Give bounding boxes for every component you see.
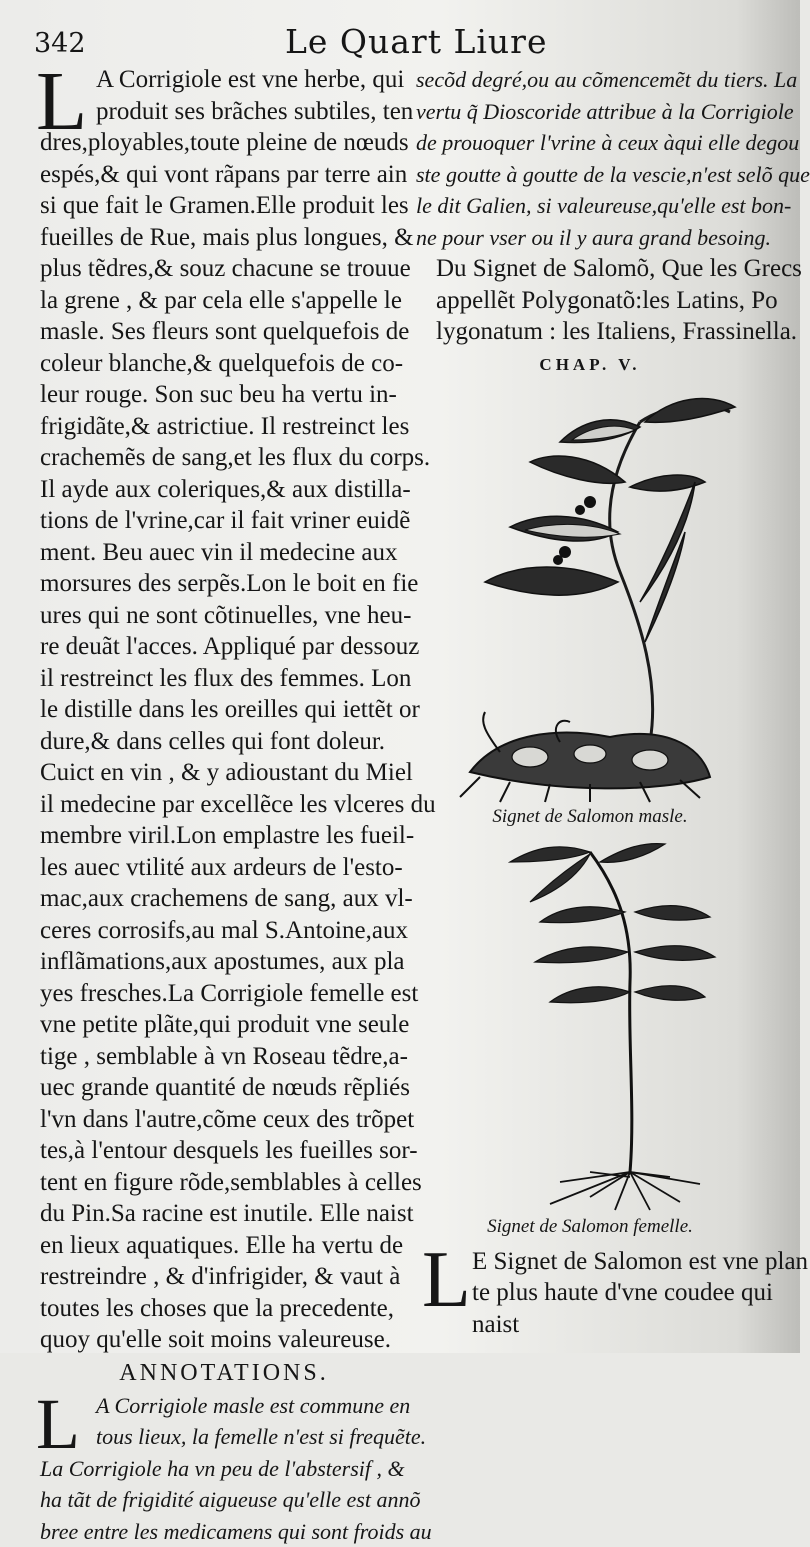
chapter-number: CHAP. V.: [416, 348, 764, 382]
text-line: appellẽt Polygonatõ:les Latins, Po: [416, 285, 764, 317]
text-line: plus tẽdres,& souz chacune se trouue: [40, 253, 408, 285]
text-line: ne pour vser ou il y aura grand besoing.: [416, 222, 764, 254]
text-line: lygonatum : les Italiens, Frassinella.: [416, 316, 764, 348]
text-line: de prouoquer l'vrine à ceux àqui elle degou: [416, 127, 764, 159]
text-line: Cuict en vin , & y adioustant du Miel: [40, 757, 408, 789]
text-line: fueilles de Rue, mais plus longues, &: [40, 222, 408, 254]
text-line: vne petite plãte,qui produit vne seule: [40, 1009, 408, 1041]
page-number: 342: [34, 28, 86, 59]
right-column: [416, 64, 764, 1340]
text-line: le dit Galien, si valeureuse,qu'elle est bon-: [416, 190, 764, 222]
text-line: ha tãt de frigidité aigueuse qu'elle est annõ: [40, 1484, 408, 1516]
text-line: dres,ployables,toute pleine de nœuds: [40, 127, 408, 159]
text-line: leur rouge. Son suc beu ha vertu in-: [40, 379, 408, 411]
text-line: bree entre les medicamens qui sont froids au: [40, 1516, 408, 1547]
text-line: frigidãte,& astrictiue. Il restreinct les: [40, 411, 408, 443]
text-line: tent en figure rõde,semblables à celles: [40, 1167, 408, 1199]
text-line: yes fresches.La Corrigiole femelle est: [40, 978, 408, 1010]
text-line: A Corrigiole est vne herbe, qui: [40, 64, 408, 96]
text-line: inflãmations,aux apostumes, aux pla: [40, 946, 408, 978]
caption-female: Signet de Salomon femelle.: [416, 1212, 764, 1242]
annotations-text: [40, 1390, 408, 1547]
text-line: naist: [416, 1309, 764, 1341]
text-line: La Corrigiole ha vn peu de l'abstersif , &: [40, 1453, 408, 1485]
text-line: Il ayde aux coleriques,& aux distilla-: [40, 474, 408, 506]
text-line: tions de l'vrine,car il fait vriner euidẽ: [40, 505, 408, 537]
final-drop-cap: L: [422, 1240, 471, 1320]
text-line: mac,aux crachemens de sang, aux vl-: [40, 883, 408, 915]
female-plant-illustration: [440, 832, 740, 1212]
text-line: toutes les choses que la precedente,: [40, 1293, 408, 1325]
text-line: crachemẽs de sang,et les flux du corps.: [40, 442, 408, 474]
text-line: l'vn dans l'autre,cõme ceux des trõpet: [40, 1104, 408, 1136]
male-plant-illustration: [440, 382, 740, 802]
text-line: produit ses brãches subtiles, ten: [40, 96, 408, 128]
drop-cap: L: [36, 60, 87, 144]
woodcut-female-plant: [440, 832, 740, 1212]
text-line: dure,& dans celles qui font doleur.: [40, 726, 408, 758]
text-line: la grene , & par cela elle s'appelle le: [40, 285, 408, 317]
final-text: [416, 1246, 764, 1341]
page-header: [0, 14, 800, 64]
text-line: ures qui ne sont cõtinuelles, vne heu-: [40, 600, 408, 632]
text-line: morsures des serpẽs.Lon le boit en fie: [40, 568, 408, 600]
annotation-drop-cap: L: [36, 1388, 80, 1460]
text-line: vertu q̃ Dioscoride attribue à la Corrigiole: [416, 96, 764, 128]
text-line: si que fait le Gramen.Elle produit les: [40, 190, 408, 222]
left-column: [40, 64, 408, 1547]
text-line: ceres corrosifs,au mal S.Antoine,aux: [40, 915, 408, 947]
text-line: le distille dans les oreilles qui iettẽt or: [40, 694, 408, 726]
text-line: quoy qu'elle soit moins valeureuse.: [40, 1324, 408, 1356]
text-line: Du Signet de Salomõ, Que les Grecs: [416, 253, 764, 285]
running-head: Le Quart Liure: [285, 22, 547, 61]
text-line: tes,à l'entour desquels les fueilles sor-: [40, 1135, 408, 1167]
text-line: ste goutte à goutte de la vescie,n'est selõ que: [416, 159, 764, 191]
text-line: A Corrigiole masle est commune en: [40, 1390, 408, 1422]
text-line: masle. Ses fleurs sont quelquefois de: [40, 316, 408, 348]
text-line: coleur blanche,& quelquefois de co-: [40, 348, 408, 380]
annotation-continuation: [416, 64, 764, 253]
text-line: membre viril.Lon emplastre les fueil-: [40, 820, 408, 852]
text-line: espés,& qui vont rãpans par terre ain: [40, 159, 408, 191]
text-line: ment. Beu auec vin il medecine aux: [40, 537, 408, 569]
text-line: les auec vtilité aux ardeurs de l'esto-: [40, 852, 408, 884]
woodcut-male-plant: [440, 382, 740, 802]
caption-male: Signet de Salomon masle.: [416, 802, 764, 832]
text-line: E Signet de Salomon est vne plan: [416, 1246, 764, 1278]
main-text: [40, 64, 408, 1356]
text-line: tige , semblable à vn Roseau tẽdre,a-: [40, 1041, 408, 1073]
text-line: du Pin.Sa racine est inutile. Elle naist: [40, 1198, 408, 1230]
text-line: uec grande quantité de nœuds rẽpliés: [40, 1072, 408, 1104]
annotations-title: ANNOTATIONS.: [40, 1356, 408, 1390]
text-line: te plus haute d'vne coudee qui: [416, 1277, 764, 1309]
chapter-heading: [416, 253, 764, 348]
text-line: tous lieux, la femelle n'est si frequẽte.: [40, 1421, 408, 1453]
text-line: restreindre , & d'infrigider, & vaut à: [40, 1261, 408, 1293]
text-line: secõd degré,ou au cõmencemẽt du tiers. La: [416, 64, 764, 96]
text-line: en lieux aquatiques. Elle ha vertu de: [40, 1230, 408, 1262]
text-line: re deuãt l'acces. Appliqué par dessouz: [40, 631, 408, 663]
text-line: il medecine par excellẽce les vlceres du: [40, 789, 408, 821]
text-line: il restreinct les flux des femmes. Lon: [40, 663, 408, 695]
